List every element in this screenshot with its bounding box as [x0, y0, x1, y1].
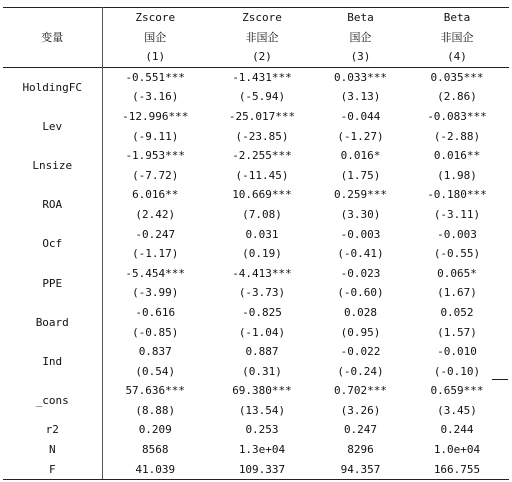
ownership-group-header: 非国企	[245, 30, 279, 44]
coefficient-cell: 0.052	[440, 305, 474, 319]
t-statistic-cell: (3.13)	[340, 90, 381, 104]
statistic-label: N	[3, 440, 102, 460]
coefficient-row	[3, 381, 509, 401]
variable-name: _cons	[3, 381, 102, 420]
statistic-cell: 0.209	[138, 423, 172, 437]
coefficient-row	[3, 146, 509, 166]
coefficient-row	[3, 67, 509, 87]
edge-tick-mark	[492, 379, 508, 380]
header-row-dependent	[3, 8, 509, 28]
t-statistic-cell: (-3.99)	[132, 286, 179, 300]
coefficient-cell: -0.003	[437, 227, 477, 241]
coefficient-row	[3, 342, 509, 362]
coefficient-cell: -5.454***	[125, 266, 186, 280]
variable-name: HoldingFC	[3, 67, 102, 107]
coefficient-cell: -0.003	[340, 227, 381, 241]
ownership-group-header: 国企	[349, 30, 372, 44]
t-statistic-cell: (-0.85)	[132, 325, 179, 339]
t-statistic-cell: (-2.88)	[433, 129, 481, 143]
coefficient-cell: 0.028	[343, 305, 378, 319]
statistic-row	[3, 420, 509, 440]
t-statistic-cell: (8.88)	[135, 403, 176, 417]
t-statistic-cell: (1.75)	[340, 168, 381, 182]
t-statistic-cell: (-0.10)	[433, 364, 481, 378]
coefficient-cell: 0.031	[245, 227, 279, 241]
coefficient-cell: 0.016*	[340, 149, 381, 163]
coefficient-cell: -0.180***	[427, 188, 487, 202]
variable-column-header: 变量	[3, 8, 102, 68]
t-statistic-cell: (3.45)	[437, 403, 477, 417]
coefficient-cell: 0.035***	[405, 67, 509, 87]
t-statistic-cell: (-1.27)	[337, 129, 384, 143]
coefficient-cell: 6.016**	[132, 188, 179, 202]
coefficient-row	[3, 303, 509, 323]
t-statistic-cell: (-7.72)	[132, 168, 179, 182]
t-statistic-cell: (2.42)	[135, 207, 176, 221]
dependent-variable-header: Beta	[405, 8, 509, 28]
coefficient-row	[3, 185, 509, 205]
column-number-header: (4)	[447, 50, 467, 64]
t-statistic-cell: (-0.24)	[337, 364, 384, 378]
t-statistic-cell: (1.67)	[437, 286, 477, 300]
coefficient-cell: 69.380***	[232, 384, 292, 398]
t-statistic-cell: (-1.04)	[238, 325, 286, 339]
statistic-cell: 94.357	[316, 460, 405, 480]
t-statistic-cell: (-0.41)	[337, 247, 384, 261]
coefficient-cell: 0.033***	[316, 67, 405, 87]
statistic-cell: 8296	[347, 443, 374, 457]
t-statistic-cell: (-3.11)	[433, 207, 481, 221]
t-statistic-cell: (-0.55)	[433, 247, 481, 261]
variable-name: ROA	[3, 185, 102, 224]
t-statistic-cell: (1.98)	[437, 168, 477, 182]
column-number-header: (2)	[252, 50, 272, 64]
t-statistic-cell: (-5.94)	[238, 90, 286, 104]
coefficient-cell: 0.259***	[334, 188, 387, 202]
coefficient-cell: -0.022	[340, 345, 381, 359]
coefficient-cell: -0.616	[135, 305, 176, 319]
t-statistic-cell: (13.54)	[238, 403, 286, 417]
statistic-cell: 166.755	[405, 460, 509, 480]
statistic-cell: 0.253	[245, 423, 279, 437]
column-number-header: (3)	[350, 50, 371, 64]
dependent-variable-header: Beta	[316, 8, 405, 28]
statistic-row	[3, 440, 509, 460]
variable-name: Board	[3, 303, 102, 342]
column-number-header: (1)	[145, 50, 166, 64]
variable-name: Lev	[3, 107, 102, 146]
t-statistic-cell: (-3.73)	[238, 286, 286, 300]
t-statistic-cell: (3.26)	[340, 403, 381, 417]
coefficient-cell: 0.887	[245, 345, 279, 359]
coefficient-cell: -0.825	[242, 305, 282, 319]
ownership-group-header: 非国企	[440, 30, 474, 44]
statistic-cell: 0.247	[343, 423, 378, 437]
coefficient-cell: -0.551***	[102, 67, 208, 87]
coefficient-cell: -2.255***	[232, 149, 292, 163]
statistic-row	[3, 460, 509, 480]
coefficient-row	[3, 225, 509, 245]
coefficient-cell: -1.953***	[125, 149, 186, 163]
t-statistic-cell: (-3.16)	[132, 90, 179, 104]
t-statistic-cell: (-0.60)	[337, 286, 384, 300]
coefficient-cell: 57.636***	[125, 384, 186, 398]
statistic-cell: 0.244	[440, 423, 474, 437]
coefficient-cell: -0.010	[437, 345, 477, 359]
variable-name: Lnsize	[3, 146, 102, 185]
t-statistic-cell: (0.54)	[135, 364, 176, 378]
statistic-cell: 109.337	[208, 460, 316, 480]
t-statistic-cell: (-23.85)	[235, 129, 289, 143]
coefficient-cell: -1.431***	[208, 67, 316, 87]
coefficient-cell: -0.023	[340, 266, 381, 280]
coefficient-cell: 0.659***	[430, 384, 484, 398]
coefficient-cell: -0.083***	[427, 109, 487, 123]
t-statistic-cell: (0.95)	[340, 325, 381, 339]
statistic-cell: 8568	[142, 443, 169, 457]
t-statistic-cell: (3.30)	[340, 207, 381, 221]
regression-table	[3, 7, 509, 480]
coefficient-cell: 0.837	[138, 345, 172, 359]
statistic-label: r2	[3, 420, 102, 440]
t-statistic-cell: (-1.17)	[132, 247, 179, 261]
coefficient-cell: -25.017***	[228, 109, 296, 123]
t-statistic-cell: (0.19)	[242, 247, 282, 261]
statistic-label: F	[3, 460, 102, 480]
coefficient-row	[3, 264, 509, 284]
coefficient-cell: 0.065*	[437, 266, 477, 280]
t-statistic-cell: (1.57)	[437, 325, 477, 339]
dependent-variable-header: Zscore	[102, 8, 208, 28]
dependent-variable-header: Zscore	[208, 8, 316, 28]
t-statistic-cell: (-11.45)	[235, 168, 289, 182]
variable-name: Ocf	[3, 225, 102, 264]
statistic-cell: 1.3e+04	[238, 443, 286, 457]
ownership-group-header: 国企	[144, 30, 167, 44]
coefficient-cell: 0.016**	[433, 149, 481, 163]
coefficient-row	[3, 107, 509, 127]
statistic-cell: 1.0e+04	[433, 443, 481, 457]
coefficient-cell: -4.413***	[232, 266, 292, 280]
coefficient-cell: -12.996***	[122, 109, 189, 123]
variable-name: Ind	[3, 342, 102, 381]
t-statistic-cell: (7.08)	[242, 207, 282, 221]
variable-name: PPE	[3, 264, 102, 303]
t-statistic-cell: (-9.11)	[132, 129, 179, 143]
t-statistic-cell: (0.31)	[242, 364, 282, 378]
coefficient-cell: 10.669***	[232, 188, 292, 202]
coefficient-cell: 0.702***	[334, 384, 387, 398]
t-statistic-cell: (2.86)	[437, 90, 477, 104]
coefficient-cell: -0.044	[340, 109, 381, 123]
statistic-cell: 41.039	[102, 460, 208, 480]
coefficient-cell: -0.247	[135, 227, 176, 241]
